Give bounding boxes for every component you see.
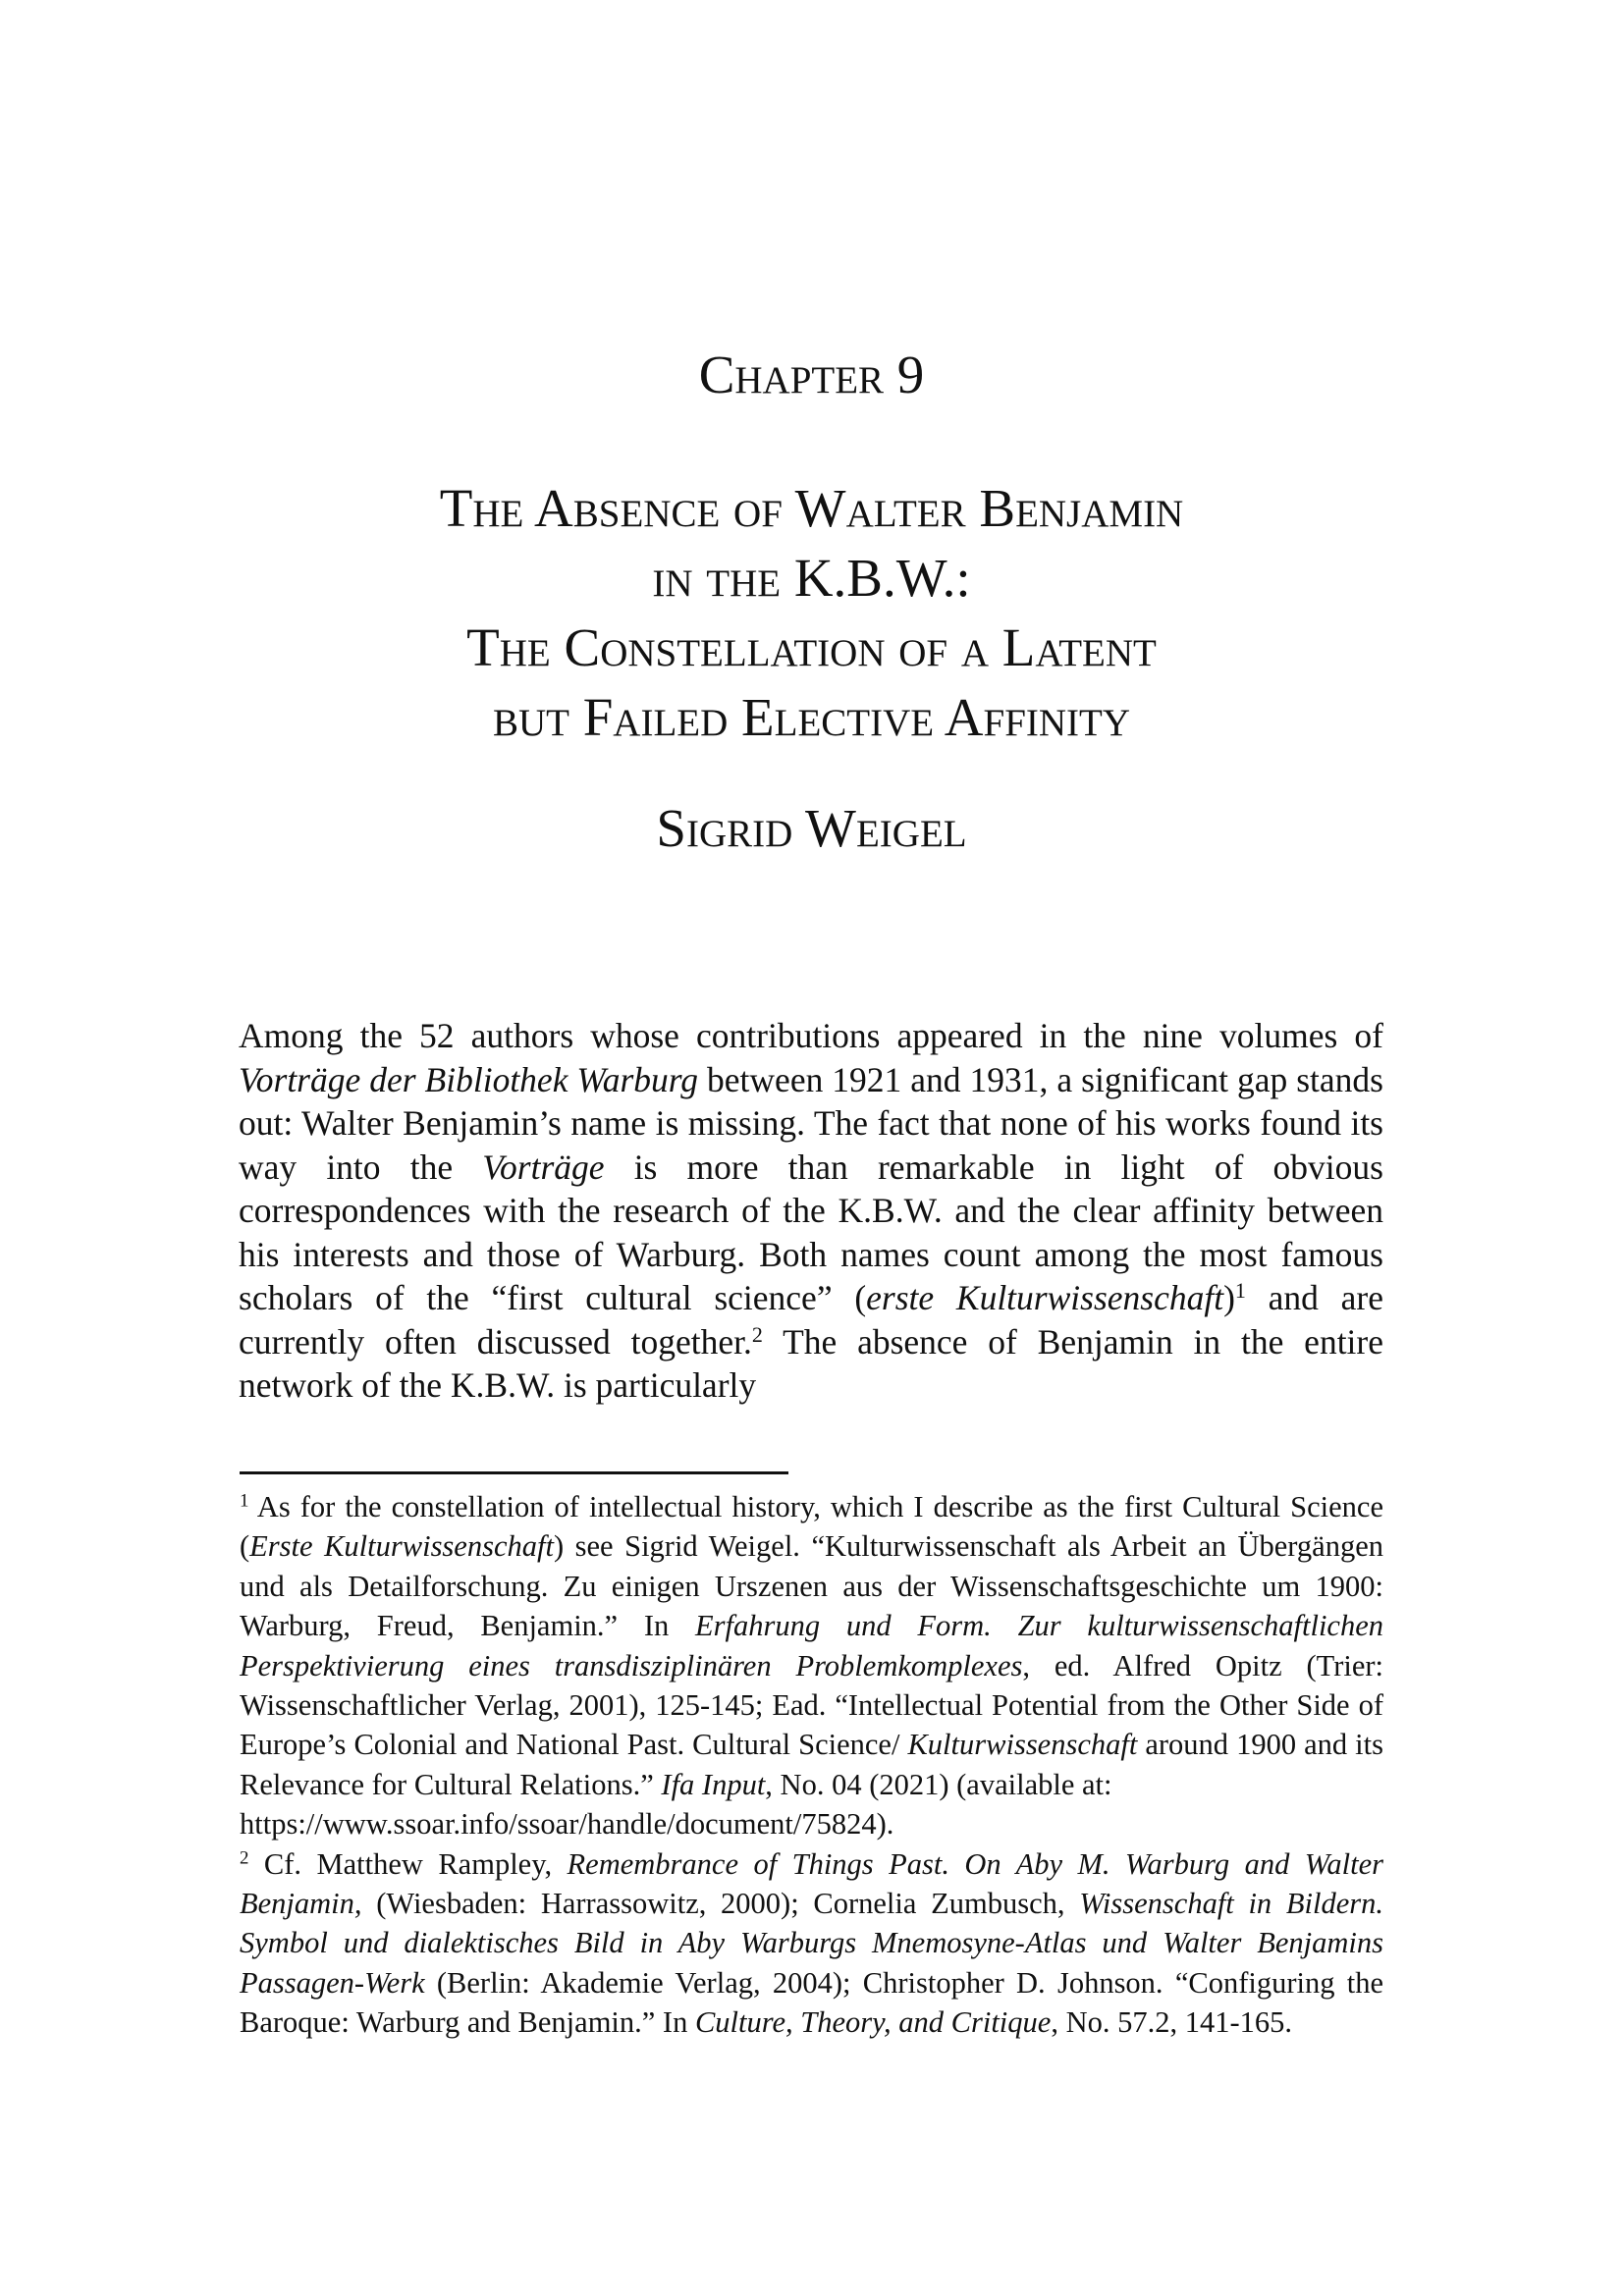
body-italic-title: Vorträge [482,1147,605,1187]
footnote-text: ) see Sigrid Weigel. “Kulturwissenschaft als Arbeit an Übergängen und als Detailforschung. Zu einigen Urszenen aus der Wissenschaftsgeschichte um 1900: Warburg, Freud, Benjamin.” In [240,1529,1383,1643]
footnote-text: As for the constellation of intellectual history, which I describe as the first Cultural Science ( [240,1490,1383,1564]
body-text-segment: Among the 52 authors whose contributions appeared in the nine volumes of [239,1016,1383,1055]
footnote-reference[interactable]: 1 [1234,1277,1246,1303]
footnote-italic: Wissenschaft in Bildern. Symbol und dialektisches Bild in Aby Warburgs Mnemosyne-Atlas und Walter Benjamins Passagen-Werk [240,1887,1383,2000]
footnote-italic: Remembrance of Things Past. On Aby M. Warburg and Walter Benjamin, [240,1846,1383,1921]
footnote-italic: Erfahrung und Form. Zur kulturwissenschaftlichen Perspektivierung eines transdisziplinären Problemkomplexes [240,1609,1383,1682]
footnote-italic: Culture, Theory, and Critique [694,2005,1052,2040]
footnote-text: Cf. Matthew Rampley, [248,1846,568,1881]
chapter-title-line: but Failed Elective Affinity [492,687,1131,747]
footnote-number: 1 [240,1490,249,1512]
footnote-text: around 1900 and its Relevance for Cultural Relations.” [240,1728,1383,1801]
footnote-text: , No. 57.2, 141-165. [1051,2005,1292,2040]
body-italic-title: Vorträge der Bibliothek Warburg [239,1059,699,1099]
footnote-italic: Ifa Input [661,1767,766,1801]
body-text-segment: ) [1223,1278,1235,1317]
chapter-title-line: in the K.B.W.: [652,548,971,608]
footnote-text: , No. 04 (2021) (available at: [765,1767,1112,1801]
footnote-italic: Erste Kulturwissenschaft [249,1529,554,1564]
footnote-text: , ed. Alfred Opitz (Trier: Wissenschaftlicher Verlag, 2001), 125-145; Ead. “Intellectual Potential from the Other Side of Europe’s Colonial and National Past. Cultural Science/ [240,1648,1384,1762]
footnotes [240,1487,1383,2043]
body-text-segment: and are currently often discussed together. [239,1278,1384,1362]
footnote-reference[interactable]: 2 [751,1321,763,1347]
body-paragraph [239,1014,1383,1408]
footnote-2 [240,1844,1383,2043]
chapter-title-line: The Constellation of a Latent [466,617,1157,677]
footnote-url-link[interactable]: https://www.ssoar.info/ssoar/handle/document/75824). [240,1807,894,1842]
body-text-segment: The absence of Benjamin in the entire network of the K.B.W. is particularly [239,1321,1383,1405]
chapter-title [0,473,1623,752]
footnote-text: (Berlin: Akademie Verlag, 2004); Christopher D. Johnson. “Configuring the Baroque: Warburg and Benjamin.” In [240,1965,1383,2040]
footnote-text: (Wiesbaden: Harrassowitz, 2000); Cornelia Zumbusch, [361,1887,1080,1921]
body-text-segment: between 1921 and 1931, a significant gap stands out: Walter Benjamin’s name is missing. The fact that none of his works found its way into the [239,1059,1383,1187]
chapter-title-line: The Absence of Walter Benjamin [439,478,1184,538]
footnote-1 [240,1487,1383,1844]
chapter-author: Sigrid Weigel [656,798,967,858]
footnote-number: 2 [240,1847,249,1869]
footnote-separator [240,1471,788,1474]
body-italic-term: erste Kulturwissenschaft [866,1278,1224,1317]
body-text-segment: is more than remarkable in light of obvious correspondences with the research of the K.B.W. and the clear affinity between his interests and those of Warburg. Both names count among the most famous scholars of the “first cultural science” ( [239,1147,1383,1317]
chapter-label: Chapter 9 [698,345,925,404]
footnote-italic: Kulturwissenschaft [907,1728,1138,1762]
